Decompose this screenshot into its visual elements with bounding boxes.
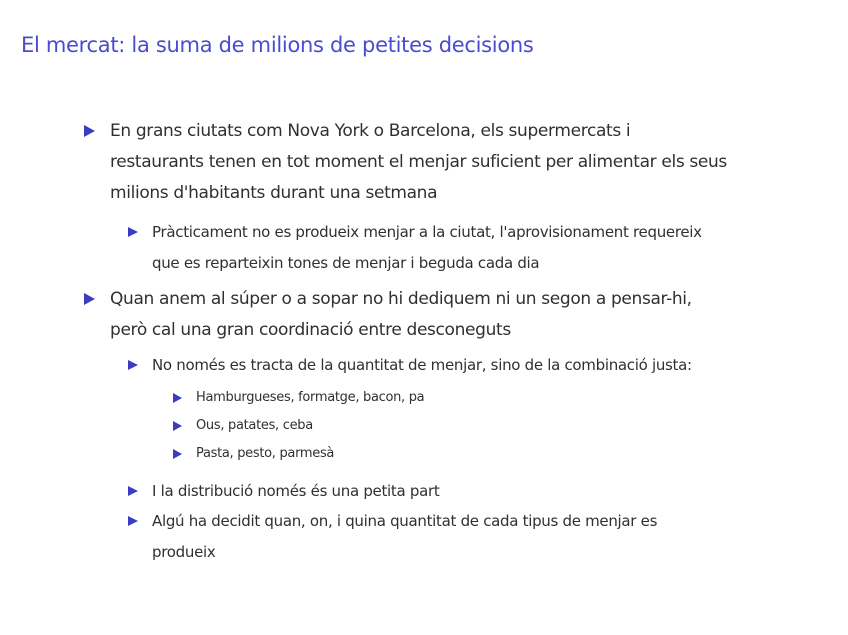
- bullet-2-1-1-line-1: Hamburgueses, formatge, bacon, pa: [196, 390, 425, 405]
- bullet-1: [110, 116, 727, 209]
- triangle-bullet-icon: [128, 227, 138, 237]
- bullet-2-1-2: [196, 412, 313, 440]
- bullet-2-1-3: [196, 440, 334, 468]
- bullet-2-3-line-2: produeix: [152, 543, 216, 561]
- bullet-2-2-line-1: I la distribució només és una petita part: [152, 482, 440, 500]
- triangle-bullet-icon: [173, 421, 182, 431]
- bullet-2-3-line-1: Algú ha decidit quan, on, i quina quantitat de cada tipus de menjar es: [152, 512, 658, 530]
- bullet-2-3: [152, 506, 657, 568]
- bullet-2-1-1: [196, 384, 424, 412]
- triangle-bullet-icon: [84, 125, 95, 137]
- bullet-2-1-3-line-1: Pasta, pesto, parmesà: [196, 446, 335, 461]
- bullet-1-line-3: milions d'habitants durant una setmana: [110, 183, 438, 203]
- bullet-1-1-line-2: que es reparteixin tones de menjar i beguda cada dia: [152, 254, 540, 272]
- bullet-2-line-2: però cal una gran coordinació entre desconeguts: [110, 320, 511, 340]
- bullet-1-line-1: En grans ciutats com Nova York o Barcelona, els supermercats i: [110, 121, 631, 141]
- bullet-2-1-2-line-1: Ous, patates, ceba: [196, 418, 313, 433]
- bullet-1-1-line-1: Pràcticament no es produeix menjar a la ciutat, l'aprovisionament requereix: [152, 223, 702, 241]
- triangle-bullet-icon: [173, 449, 182, 459]
- triangle-bullet-icon: [128, 360, 138, 370]
- bullet-2-1-line-1: No només es tracta de la quantitat de menjar, sino de la combinació justa:: [152, 356, 692, 374]
- bullet-2-1: [152, 350, 692, 381]
- bullet-1-1: [152, 217, 702, 279]
- triangle-bullet-icon: [173, 393, 182, 403]
- bullet-2: [110, 284, 692, 346]
- slide-title: El mercat: la suma de milions de petites decisions: [21, 33, 534, 57]
- triangle-bullet-icon: [128, 516, 138, 526]
- triangle-bullet-icon: [128, 486, 138, 496]
- bullet-1-line-2: restaurants tenen en tot moment el menjar suficient per alimentar els seus: [110, 152, 727, 172]
- bullet-2-line-1: Quan anem al súper o a sopar no hi dediquem ni un segon a pensar-hi,: [110, 289, 692, 309]
- bullet-2-2: [152, 476, 439, 507]
- triangle-bullet-icon: [84, 293, 95, 305]
